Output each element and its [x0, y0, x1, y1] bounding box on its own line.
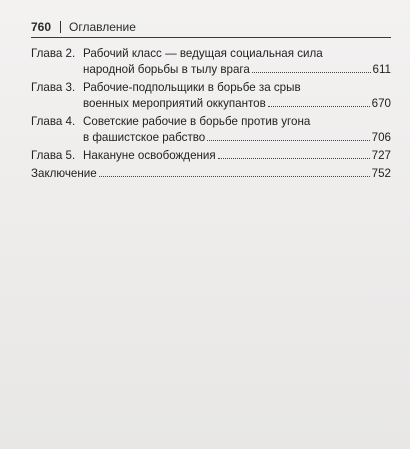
chapter-label: Глава 4. — [31, 115, 76, 128]
dot-leader — [252, 71, 371, 73]
toc-entry-chapter-3[interactable] — [31, 80, 391, 112]
toc-entry-conclusion[interactable] — [31, 166, 391, 182]
header-rule — [31, 37, 391, 38]
entry-title-line: народной борьбы в тылу врага — [83, 63, 250, 76]
entry-title-line: Рабочие-подпольщики в борьбе за срыв — [83, 81, 301, 94]
entry-page-number: 727 — [371, 149, 391, 162]
dot-leader — [99, 175, 370, 177]
entry-title-last-line — [83, 62, 391, 78]
entry-title-line: Накануне освобождения — [83, 149, 216, 162]
running-head — [31, 20, 136, 34]
entry-title-line: Советские рабочие в борьбе против угона — [83, 115, 311, 128]
entry-page-number: 706 — [371, 131, 391, 144]
toc-entry-chapter-2[interactable] — [31, 46, 391, 78]
entry-title-line: военных мероприятий оккупантов — [83, 97, 266, 110]
header-separator — [60, 21, 61, 33]
table-of-contents — [31, 46, 391, 184]
entry-title-last-line — [31, 166, 391, 182]
entry-page-number: 611 — [372, 63, 391, 76]
entry-title-line: Заключение — [31, 167, 97, 180]
entry-title-last-line — [83, 130, 391, 146]
chapter-label: Глава 2. — [31, 47, 76, 60]
entry-page-number: 752 — [371, 167, 391, 180]
dot-leader — [218, 157, 370, 159]
dot-leader — [268, 105, 370, 107]
entry-title-last-line — [83, 96, 391, 112]
toc-entry-chapter-5[interactable] — [31, 148, 391, 164]
chapter-label: Глава 3. — [31, 81, 76, 94]
dot-leader — [207, 139, 369, 141]
entry-title-last-line — [83, 148, 391, 164]
entry-page-number: 670 — [371, 97, 391, 110]
section-title: Оглавление — [69, 20, 136, 34]
page-number: 760 — [31, 20, 52, 34]
entry-title-line: Рабочий класс — ведущая социальная сила — [83, 47, 323, 60]
chapter-label: Глава 5. — [31, 149, 76, 162]
entry-title-line: в фашистское рабство — [83, 131, 206, 144]
toc-entry-chapter-4[interactable] — [31, 114, 391, 146]
